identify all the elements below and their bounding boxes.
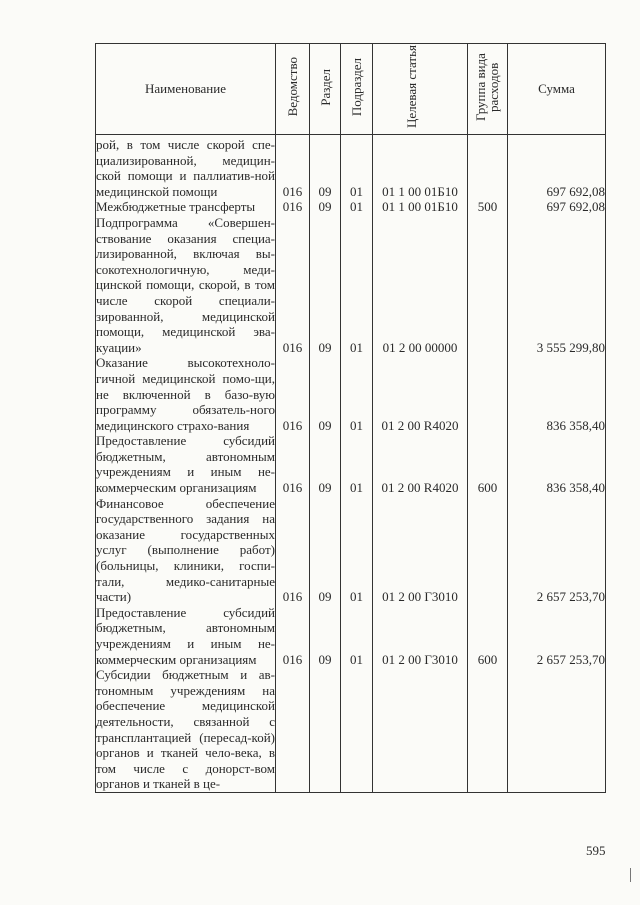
row-podrazdel — [341, 667, 373, 792]
row-podrazdel: 01 — [341, 215, 373, 355]
row-summa: 3 555 299,80 — [508, 215, 606, 355]
table-row — [96, 135, 606, 200]
row-vedomstvo: 016 — [276, 355, 310, 433]
row-name: Субсидии бюджетным и ав-тономным учреждениям на обеспечение медицинской деятельности, связанной с трансплантацией (пересад-кой) органов и тканей чело-века, в том числе с донорст-вом органов и тканей в це- — [96, 667, 275, 792]
row-razdel: 09 — [310, 199, 341, 215]
header-summa: Сумма — [508, 44, 606, 135]
row-name: Межбюджетные трансферты — [96, 199, 276, 215]
row-gruppa — [468, 215, 508, 355]
page-number: 595 — [586, 843, 606, 858]
row-gruppa: 600 — [468, 605, 508, 667]
row-name: Предоставление субсидий бюджетным, автономным учреждениям и иным не-коммерческим организациям — [96, 604, 275, 667]
header-vedomstvo: Ведомство — [276, 44, 310, 135]
header-celevaya: Целевая статья — [373, 44, 468, 135]
table-row — [96, 433, 606, 495]
row-podrazdel: 01 — [341, 496, 373, 605]
row-razdel: 09 — [310, 355, 341, 433]
row-celevaya: 01 2 00 Г3010 — [373, 605, 468, 667]
row-name: Финансовое обеспечение государственного задания на оказание государственных услуг (выполнение работ) (больницы, клиники, госпи-тали, медико-санитарные части) — [96, 495, 275, 605]
row-vedomstvo: 016 — [276, 605, 310, 667]
row-celevaya: 01 2 00 Г3010 — [373, 496, 468, 605]
row-celevaya: 01 1 00 01Б10 — [373, 135, 468, 200]
table-row — [96, 355, 606, 433]
row-celevaya — [373, 667, 468, 792]
row-razdel — [310, 667, 341, 792]
row-summa: 836 358,40 — [508, 355, 606, 433]
row-vedomstvo — [276, 667, 310, 792]
row-gruppa: 600 — [468, 433, 508, 495]
header-podrazdel: Подраздел — [341, 44, 373, 135]
row-summa: 2 657 253,70 — [508, 496, 606, 605]
row-razdel: 09 — [310, 135, 341, 200]
row-celevaya: 01 2 00 R4020 — [373, 355, 468, 433]
row-name: Подпрограмма «Совершен-ствование оказания специа-лизированной, включая вы-сокотехнологичную, меди-цинской помощи, скорой, в том числе скорой специали-зированной, медицинской помощи, медицинской эва-куации» — [96, 214, 275, 355]
row-vedomstvo: 016 — [276, 135, 310, 200]
row-summa: 2 657 253,70 — [508, 605, 606, 667]
header-razdel: Раздел — [310, 44, 341, 135]
row-podrazdel: 01 — [341, 605, 373, 667]
table-header-row — [96, 44, 606, 135]
row-celevaya: 01 1 00 01Б10 — [373, 199, 468, 215]
row-gruppa — [468, 135, 508, 200]
row-gruppa — [468, 355, 508, 433]
row-name: Предоставление субсидий бюджетным, автономным учреждениям и иным не-коммерческим организациям — [96, 433, 275, 496]
row-summa: 836 358,40 — [508, 433, 606, 495]
row-vedomstvo: 016 — [276, 215, 310, 355]
row-razdel: 09 — [310, 605, 341, 667]
row-vedomstvo: 016 — [276, 496, 310, 605]
row-summa: 697 692,08 — [508, 135, 606, 200]
row-summa: 697 692,08 — [508, 199, 606, 215]
row-razdel: 09 — [310, 496, 341, 605]
row-name: рой, в том числе скорой спе-циализированной, медицин-ской помощи и паллиатив-ной медицинской помощи — [96, 135, 276, 200]
header-gruppa: Группа вида расходов — [468, 44, 508, 135]
row-vedomstvo: 016 — [276, 199, 310, 215]
row-podrazdel: 01 — [341, 355, 373, 433]
header-name: Наименование — [96, 44, 276, 135]
table-row — [96, 199, 606, 215]
row-name: Оказание высокотехноло-гичной медицинской помо-щи, не включенной в базо-вую программу обязатель-ного медицинского страхо-вания — [96, 355, 275, 433]
row-celevaya: 01 2 00 00000 — [373, 215, 468, 355]
row-summa — [508, 667, 606, 792]
table-row — [96, 667, 606, 792]
edge-mark — [630, 868, 631, 882]
table-row — [96, 496, 606, 605]
table-row — [96, 215, 606, 355]
budget-table — [95, 43, 606, 793]
row-gruppa — [468, 496, 508, 605]
row-podrazdel: 01 — [341, 433, 373, 495]
row-gruppa — [468, 667, 508, 792]
row-vedomstvo: 016 — [276, 433, 310, 495]
row-podrazdel: 01 — [341, 135, 373, 200]
row-gruppa: 500 — [468, 199, 508, 215]
row-razdel: 09 — [310, 215, 341, 355]
table-row — [96, 605, 606, 667]
row-razdel: 09 — [310, 433, 341, 495]
row-celevaya: 01 2 00 R4020 — [373, 433, 468, 495]
row-podrazdel: 01 — [341, 199, 373, 215]
